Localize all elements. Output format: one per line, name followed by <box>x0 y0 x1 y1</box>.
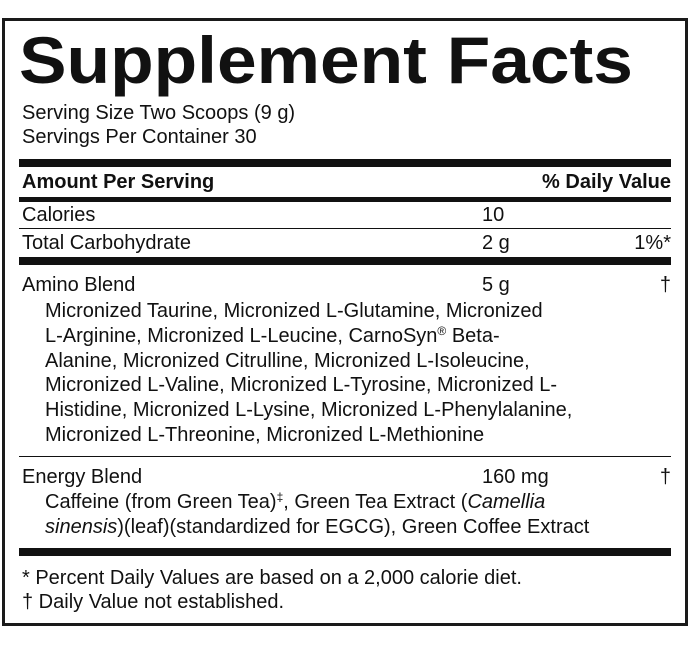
amino-blend-amount: 5 g <box>482 274 510 296</box>
medium-divider <box>19 197 671 202</box>
double-dagger-mark: ‡ <box>276 490 284 504</box>
amount-per-serving-header: Amount Per Serving <box>22 171 215 193</box>
ingredient-line: Histidine, Micronized L-Lysine, Micronized L-Phenylalanine, <box>45 399 573 422</box>
carbohydrate-amount: 2 g <box>482 232 510 254</box>
energy-blend-amount: 160 mg <box>482 466 549 488</box>
ingredient-text: , Green Tea Extract ( <box>283 491 468 513</box>
registered-mark: ® <box>437 323 447 338</box>
daily-value-header: % Daily Value <box>542 171 671 193</box>
ingredient-line <box>45 490 675 515</box>
footnote-daily-value-not-established: † Daily Value not established. <box>22 591 285 613</box>
thin-divider-calories <box>19 228 671 229</box>
thick-divider-bottom <box>19 548 671 556</box>
calories-amount: 10 <box>482 204 505 226</box>
serving-size: Serving Size Two Scoops (9 g) <box>22 102 296 124</box>
ingredient-text: Caffeine (from Green Tea) <box>45 491 277 513</box>
ingredient-line: Micronized L-Threonine, Micronized L-Methionine <box>45 423 485 446</box>
amino-blend-label: Amino Blend <box>22 274 136 296</box>
energy-blend-daily-value: † <box>659 466 671 488</box>
ingredient-line <box>45 515 675 540</box>
ingredient-line: Alanine, Micronized Citrulline, Micronized L-Isoleucine, <box>45 349 530 372</box>
ingredient-text: Beta- <box>446 324 500 347</box>
ingredient-line: Micronized L-Valine, Micronized L-Tyrosine, Micronized L- <box>45 374 558 397</box>
ingredient-line <box>45 324 675 349</box>
thin-divider-amino <box>19 456 671 457</box>
amino-blend-ingredients <box>45 299 675 448</box>
ingredient-line: Micronized Taurine, Micronized L-Glutamine, Micronized <box>45 300 543 322</box>
thick-divider-middle <box>19 257 671 265</box>
carbohydrate-daily-value: 1%* <box>634 232 671 254</box>
thick-divider-top <box>19 159 671 167</box>
ingredient-text: )(leaf)(standardized for EGCG), Green Coffee Extract <box>117 515 590 538</box>
energy-blend-label: Energy Blend <box>22 466 143 488</box>
calories-label: Calories <box>22 204 96 226</box>
ingredient-text: L-Arginine, Micronized L-Leucine, CarnoSyn <box>45 324 438 347</box>
panel-title: Supplement Facts <box>19 23 633 97</box>
servings-per-container: Servings Per Container 30 <box>22 126 257 148</box>
footnote-percent-daily-values: * Percent Daily Values are based on a 2,000 calorie diet. <box>22 567 522 589</box>
carbohydrate-label: Total Carbohydrate <box>22 232 191 254</box>
amino-blend-daily-value: † <box>659 274 671 296</box>
ingredient-italic-text: sinensis <box>45 515 118 538</box>
supplement-facts-panel <box>2 18 688 626</box>
energy-blend-ingredients <box>45 490 675 540</box>
ingredient-italic-text: Camellia <box>467 491 546 513</box>
